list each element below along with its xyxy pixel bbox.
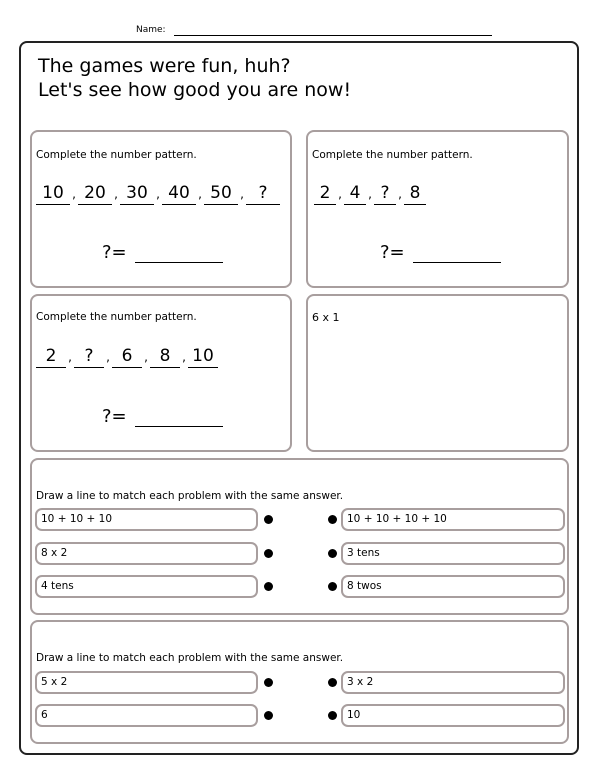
match-left-item: 6 — [35, 704, 258, 727]
answer-blank[interactable] — [135, 262, 223, 263]
headline-line-2: Let's see how good you are now! — [38, 79, 352, 101]
match-right-item: 8 twos — [341, 575, 565, 598]
headline — [38, 54, 351, 102]
match-right-dot[interactable] — [328, 515, 337, 524]
pattern-term: 10 — [188, 346, 218, 368]
match-right-item: 10 + 10 + 10 + 10 — [341, 508, 565, 531]
pattern-term: 2 — [36, 346, 66, 368]
answer-blank[interactable] — [135, 426, 223, 427]
instruction: Draw a line to match each problem with the same answer. — [36, 490, 344, 502]
problem-panel — [306, 294, 569, 452]
answer-blank[interactable] — [413, 262, 501, 263]
pattern-term: 6 — [112, 346, 142, 368]
match-panel-2 — [30, 620, 569, 744]
headline-line-1: The games were fun, huh? — [38, 55, 291, 77]
match-left-dot[interactable] — [264, 549, 273, 558]
pattern-panel-3 — [30, 294, 292, 452]
number-pattern: 10 , 20 , 30 , 40 , 50 , ? — [36, 183, 280, 205]
pattern-panel-2 — [306, 130, 569, 288]
instruction: Draw a line to match each problem with the same answer. — [36, 652, 344, 664]
match-right-item: 3 tens — [341, 542, 565, 565]
pattern-term: 40 — [162, 183, 196, 205]
name-label: Name: — [136, 25, 166, 35]
match-panel-1 — [30, 458, 569, 615]
pattern-term: ? — [374, 183, 396, 205]
instruction: Complete the number pattern. — [36, 311, 197, 323]
match-right-dot[interactable] — [328, 582, 337, 591]
problem-text: 6 x 1 — [312, 311, 340, 324]
answer-prompt: ?= — [380, 242, 405, 263]
instruction: Complete the number pattern. — [312, 149, 473, 161]
match-left-item: 5 x 2 — [35, 671, 258, 694]
pattern-panel-1 — [30, 130, 292, 288]
number-pattern: 2 , 4 , ? , 8 — [314, 183, 426, 205]
match-left-item: 4 tens — [35, 575, 258, 598]
pattern-term: 4 — [344, 183, 366, 205]
answer-prompt: ?= — [102, 242, 127, 263]
pattern-term: 8 — [404, 183, 426, 205]
pattern-term: 20 — [78, 183, 112, 205]
pattern-term: 2 — [314, 183, 336, 205]
number-pattern: 2 , ? , 6 , 8 , 10 — [36, 346, 218, 368]
match-left-dot[interactable] — [264, 711, 273, 720]
match-left-dot[interactable] — [264, 678, 273, 687]
pattern-term: 8 — [150, 346, 180, 368]
match-right-dot[interactable] — [328, 549, 337, 558]
match-right-item: 3 x 2 — [341, 671, 565, 694]
name-field[interactable] — [174, 35, 492, 36]
match-left-dot[interactable] — [264, 582, 273, 591]
match-left-item: 8 x 2 — [35, 542, 258, 565]
match-left-item: 10 + 10 + 10 — [35, 508, 258, 531]
answer-prompt: ?= — [102, 406, 127, 427]
pattern-term: ? — [246, 183, 280, 205]
instruction: Complete the number pattern. — [36, 149, 197, 161]
pattern-term: 30 — [120, 183, 154, 205]
pattern-term: ? — [74, 346, 104, 368]
pattern-term: 50 — [204, 183, 238, 205]
match-right-item: 10 — [341, 704, 565, 727]
pattern-term: 10 — [36, 183, 70, 205]
match-right-dot[interactable] — [328, 711, 337, 720]
match-left-dot[interactable] — [264, 515, 273, 524]
match-right-dot[interactable] — [328, 678, 337, 687]
